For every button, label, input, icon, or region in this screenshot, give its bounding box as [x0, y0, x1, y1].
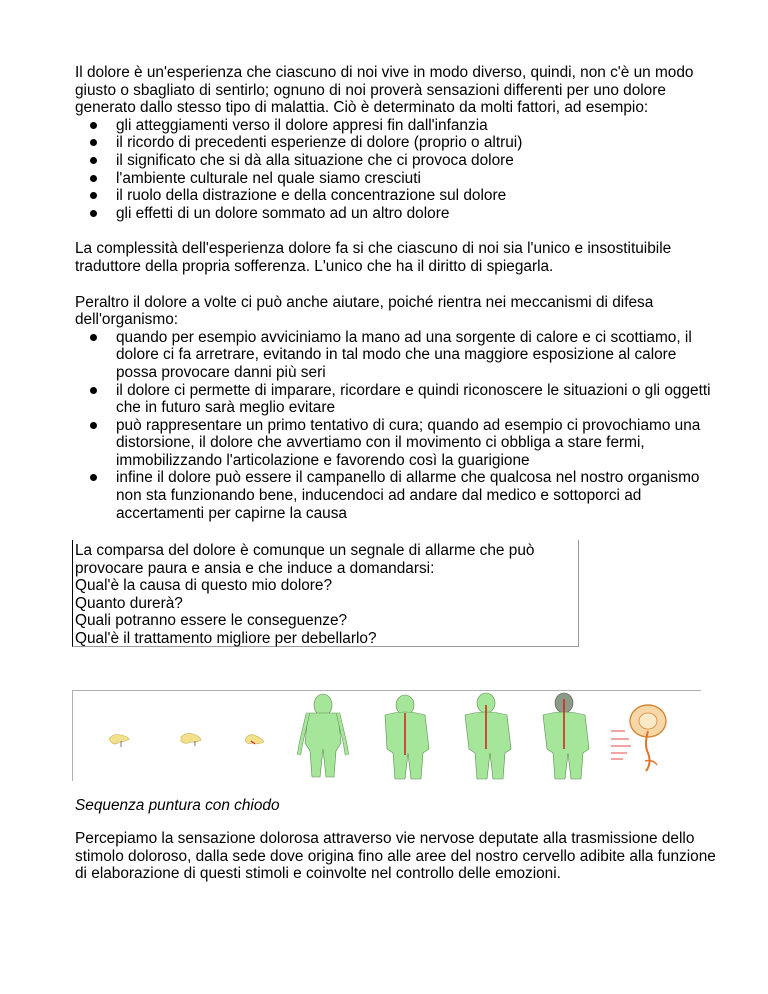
body-frame-2 [385, 695, 429, 779]
figure-caption: Sequenza puntura con chiodo [75, 797, 280, 814]
list-item: può rappresentare un primo tentativo di cura; quando ad esempio ci provochiamo una distorsione, il dolore che avvertiamo con il movimento ci obbliga a stare fermi, immobilizzando l'articolazione e favorendo così la guarigione [75, 417, 715, 470]
box-line: provocare paura e ansia e che induce a domandarsi: [75, 559, 435, 577]
hand-frame-1 [109, 735, 129, 748]
complexity-paragraph: La complessità dell'esperienza dolore fa si che ciascuno di noi sia l'unico e insostituibile traduttore della propria sofferenza. L'unico che ha il diritto di spiegarla. [75, 240, 672, 275]
hand-frame-3 [245, 735, 264, 744]
intro-paragraph: Il dolore è un'esperienza che ciascuno di noi vive in modo diverso, quindi, non c'è un modo giusto o sbagliato di sentirlo; ognuno di noi proverà sensazioni differenti per uno dolore generato dallo stesso tipo di malattia. Ciò è determinato da molti fattori, ad esempio: [75, 64, 694, 117]
pain-sequence-image [73, 691, 701, 781]
list-item: l'ambiente culturale nel quale siamo cresciuti [75, 170, 715, 188]
list-item: quando per esempio avviciniamo la mano ad una sorgente di calore e ci scottiamo, il dolore ci fa arretrare, evitando in tal modo che una maggiore esposizione al calore possa provocare danni più seri [75, 329, 715, 382]
alarm-text-box [72, 540, 579, 647]
body-frame-3 [465, 693, 511, 779]
hand-frame-2 [181, 733, 201, 746]
body-frame-4 [543, 693, 589, 779]
document-body [75, 64, 715, 522]
list-item: il ricordo di precedenti esperienze di dolore (proprio o altrui) [75, 134, 715, 152]
list-item: infine il dolore può essere il campanello di allarme che qualcosa nel nostro organismo non sta funzionando bene, inducendoci ad andare dal medico e sottoporci ad accertamenti per capirne la causa [75, 469, 715, 522]
list-item: gli atteggiamenti verso il dolore appresi fin dall'infanzia [75, 117, 715, 135]
body-frame-1 [299, 694, 347, 777]
conclusion-paragraph: Percepiamo la sensazione dolorosa attraverso vie nervose deputate alla trasmissione dello stimolo doloroso, dalla sede dove origina fino alle aree del nostro cervello adibite alla funzione di elaborazione di questi stimoli e coinvolte nel controllo delle emozioni. [75, 830, 716, 883]
box-line: Qual'è il trattamento migliore per debellarlo? [75, 629, 377, 647]
defense-paragraph: Peraltro il dolore a volte ci può anche aiutare, poiché rientra nei meccanismi di difesa dell'organismo: [75, 293, 654, 329]
factors-list [75, 117, 715, 223]
box-line: Quali potranno essere le conseguenze? [75, 612, 348, 629]
list-item: il significato che si dà alla situazione che ci provoca dolore [75, 152, 715, 170]
box-line: La comparsa del dolore è comunque un segnale di allarme che può [75, 542, 535, 559]
brain-diagram [611, 705, 666, 771]
defense-list [75, 329, 715, 523]
list-item: il dolore ci permette di imparare, ricordare e quindi riconoscere le situazioni o gli oggetti che in futuro sarà meglio evitare [75, 382, 715, 417]
box-line: Qual'è la causa di questo mio dolore? [75, 577, 333, 594]
list-item: gli effetti di un dolore sommato ad un altro dolore [75, 205, 715, 223]
box-line: Quanto durerà? [75, 594, 183, 612]
list-item: il ruolo della distrazione e della concentrazione sul dolore [75, 187, 715, 205]
pain-sequence-figure [72, 690, 701, 781]
